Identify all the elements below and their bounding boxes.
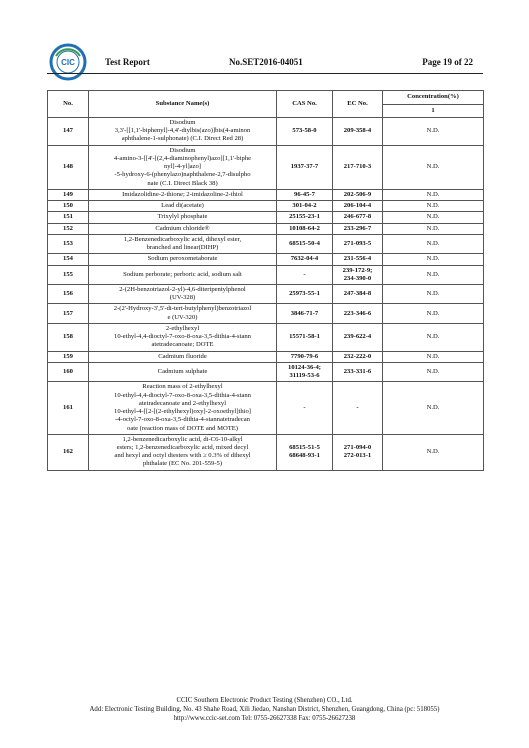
row-number: 153 [48, 234, 89, 253]
substance-name [89, 362, 277, 381]
substance-name-line: atetradecanoate and 2-ethylhexyl [138, 399, 227, 407]
header-divider [47, 73, 483, 74]
cas-number [277, 304, 333, 323]
report-number: No.SET2016-04051 [229, 57, 303, 67]
cas-number [277, 382, 333, 434]
cas-number [277, 212, 333, 223]
ec-number-line: 202-506-9 [343, 190, 372, 198]
ec-number-line: 209-358-4 [343, 127, 372, 135]
concentration-value: N.D. [383, 284, 484, 303]
substance-name [89, 323, 277, 351]
cas-number-line: 7632-04-4 [290, 255, 319, 263]
ec-number [333, 254, 383, 265]
row-number: 150 [48, 201, 89, 212]
table-row [48, 265, 484, 284]
table-row [48, 234, 484, 253]
ec-number-line: 231-556-4 [343, 255, 372, 263]
table-row [48, 118, 484, 146]
table-row [48, 145, 484, 189]
substance-name [89, 145, 277, 189]
substance-name [89, 234, 277, 253]
substance-name [89, 284, 277, 303]
substance-name [89, 265, 277, 284]
footer-address: Add: Electronic Testing Building, No. 43 Shahe Road, Xili Jiedao, Nanshan District, Shenzhen, Guangdong, China (pc: 518055) [89, 706, 440, 714]
ec-number-line: 217-710-3 [343, 163, 372, 171]
substance-name-line: 4-amino-3-[[4'-[(2,4-diaminophenyl)azo][1,1'-biphe [113, 154, 252, 162]
substance-name-line: esters; 1,2-benzenedicarboxylic acid, mixed decyl [116, 443, 249, 451]
header-concentration-sub: 1 [383, 104, 484, 118]
page-header [0, 0, 529, 80]
substance-name-line: (UV-328) [169, 294, 196, 302]
ec-number-line: 234-390-0 [343, 274, 372, 282]
substance-name-line: 1,2-benzenedicarboxylic acid, di-C6-10-alkyl [122, 435, 243, 443]
substance-name-line: 10-ethyl-4,4-dioctyl-7-oxo-8-oxa-3,5-dithia-4-stann [114, 391, 251, 399]
substance-name-line: phthalate (EC No. 201-559-5) [142, 460, 223, 468]
header-cas-no: CAS No. [277, 91, 333, 118]
cas-number [277, 223, 333, 234]
row-number: 148 [48, 145, 89, 189]
substance-name-line: branched and linear(DIHP) [146, 244, 219, 252]
page-number: Page 19 of 22 [422, 57, 473, 67]
row-number: 147 [48, 118, 89, 146]
concentration-value: N.D. [383, 234, 484, 253]
substance-name-line: aphthalene-1-sulphonate) (C.I. Direct Red 28) [121, 135, 244, 143]
ec-number-line: 246-677-8 [343, 213, 372, 221]
substance-name-line: 2-(2'-Hydroxy-3',5'-di-tert-butylphenyl)benzotriazol [113, 305, 252, 313]
cas-number [277, 351, 333, 362]
ec-number-line: 233-296-7 [343, 224, 372, 232]
row-number: 149 [48, 189, 89, 200]
substance-name [89, 189, 277, 200]
footer-contact: http://www.ccic-set.com Tel: 0755-26627338 Fax: 0755-26627238 [173, 715, 356, 723]
substance-name [89, 254, 277, 265]
ec-number [333, 284, 383, 303]
substance-name-line: Cadmium sulphate [157, 367, 208, 375]
cas-number [277, 362, 333, 381]
substance-name-line: Cadmium chloride® [155, 224, 210, 232]
substance-name-line: 10-ethyl-4-[[2-[(2-ethylhexyl)oxy]-2-oxoethyl]thio] [114, 408, 251, 416]
concentration-value: N.D. [383, 118, 484, 146]
ec-number-line: - [356, 403, 359, 411]
concentration-value: N.D. [383, 362, 484, 381]
substance-name [89, 201, 277, 212]
table-row [48, 351, 484, 362]
row-number: 157 [48, 304, 89, 323]
cas-number-line: 68648-93-1 [289, 452, 320, 460]
ec-number-line: 272-013-1 [343, 452, 372, 460]
substance-name-line: e (UV-320) [167, 313, 198, 321]
table-row [48, 189, 484, 200]
header-ec-no: EC No. [333, 91, 383, 118]
cas-number-line: 68515-50-4 [289, 239, 320, 247]
concentration-value: N.D. [383, 323, 484, 351]
cas-number [277, 189, 333, 200]
cas-number [277, 254, 333, 265]
concentration-value: N.D. [383, 254, 484, 265]
ec-number [333, 212, 383, 223]
ec-number-line: 232-222-0 [343, 352, 372, 360]
cas-number [277, 284, 333, 303]
substance-name [89, 212, 277, 223]
ec-number-line: 239-622-4 [343, 333, 372, 341]
cas-number-line: 68515-51-5 [289, 443, 320, 451]
header-no: No. [48, 91, 89, 118]
substance-name-line: nyl]-4-yl]azo] [164, 163, 201, 171]
concentration-value: N.D. [383, 145, 484, 189]
substance-name-line: Disodium [169, 146, 196, 154]
ec-number [333, 201, 383, 212]
ec-number [333, 323, 383, 351]
cas-number-line: 15571-58-1 [289, 333, 320, 341]
substance-name-line: 1,2-Benzenedicarboxylic acid, dihexyl ester, [123, 235, 242, 243]
row-number: 156 [48, 284, 89, 303]
cas-number-line: 7790-79-6 [290, 352, 319, 360]
row-number: 159 [48, 351, 89, 362]
substance-name-line: Sodium peroxometaborate [147, 255, 218, 263]
concentration-value: N.D. [383, 223, 484, 234]
concentration-value: N.D. [383, 351, 484, 362]
report-title: Test Report [105, 57, 150, 67]
substance-name-line: Disodium [169, 119, 196, 126]
table-row [48, 284, 484, 303]
concentration-value: N.D. [383, 434, 484, 470]
substance-name [89, 434, 277, 470]
substance-name [89, 304, 277, 323]
cas-number-line: 25973-55-1 [289, 290, 320, 298]
substance-name-line: 10-ethyl-4,4-dioctyl-7-oxo-8-oxa-3,5-dithia-4-stann [114, 333, 251, 341]
cas-number [277, 201, 333, 212]
row-number: 161 [48, 382, 89, 434]
substance-name-line: atetradecanoate; DOTE [151, 341, 214, 349]
footer-company: CCIC Southern Electronic Product Testing (Shenzhen) CO., Ltd. [176, 697, 353, 704]
row-number: 151 [48, 212, 89, 223]
header-substance-name: Substance Name(s) [89, 91, 277, 118]
substance-name-line: Lead di(acetate) [161, 202, 204, 210]
ec-number-line: 271-094-0 [343, 443, 372, 451]
row-number: 158 [48, 323, 89, 351]
ec-number [333, 265, 383, 284]
concentration-value: N.D. [383, 304, 484, 323]
substance-name [89, 223, 277, 234]
substance-name-line: Trixylyl phosphate [157, 213, 208, 221]
table-row [48, 201, 484, 212]
ec-number [333, 234, 383, 253]
table-row [48, 323, 484, 351]
row-number: 162 [48, 434, 89, 470]
cas-number-line: 31119-53-6 [289, 372, 320, 380]
ec-number [333, 382, 383, 434]
table-row [48, 223, 484, 234]
table-row [48, 212, 484, 223]
concentration-value: N.D. [383, 189, 484, 200]
ec-number [333, 434, 383, 470]
ec-number [333, 362, 383, 381]
cas-number [277, 118, 333, 146]
page-footer [0, 696, 529, 724]
substance-name-line: 2-ethylhexyl [165, 324, 200, 332]
ec-number [333, 118, 383, 146]
ec-number [333, 304, 383, 323]
ec-number [333, 189, 383, 200]
ccic-logo [48, 42, 88, 82]
substance-name-line: -5-hydroxy-6-(phenylazo)naphthalene-2,7-disulpho [114, 171, 251, 179]
cas-number [277, 434, 333, 470]
substance-name-line: Reaction mass of 2-ethylhexyl [142, 383, 223, 391]
substance-name [89, 351, 277, 362]
substance-name-line: -4-octyl-7-oxo-8-oxa-3,5-dithia-4-stannatetradecan [115, 416, 250, 424]
ec-number-line: 271-093-5 [343, 239, 372, 247]
substance-name-line: 2-(2H-benzotriazol-2-yl)-4,6-ditertpentylphenol [119, 285, 246, 293]
substance-name-line: oate (reaction mass of DOTE and MOTE) [127, 424, 238, 432]
ec-number-line: 239-172-9; [342, 266, 373, 274]
substance-name [89, 118, 277, 146]
cas-number-line: 25155-23-1 [289, 213, 320, 221]
concentration-value: N.D. [383, 382, 484, 434]
cas-number [277, 265, 333, 284]
cas-number-line: 301-04-2 [292, 202, 317, 210]
concentration-value: N.D. [383, 212, 484, 223]
cas-number-line: - [303, 270, 306, 278]
row-number: 154 [48, 254, 89, 265]
substance-name-line: nate (C.I. Direct Black 38) [147, 179, 218, 187]
ec-number [333, 145, 383, 189]
cas-number [277, 323, 333, 351]
cas-number-line: 573-58-0 [292, 127, 317, 135]
logo-text: CIC [61, 58, 75, 67]
ec-number [333, 351, 383, 362]
cas-number [277, 234, 333, 253]
table-body [48, 118, 484, 471]
ec-number-line: 223-346-6 [343, 309, 372, 317]
substance-name [89, 382, 277, 434]
concentration-value: N.D. [383, 201, 484, 212]
table-row [48, 362, 484, 381]
ec-number-line: 233-331-6 [343, 367, 372, 375]
header-concentration: Concentration(%) [383, 91, 484, 105]
cas-number-line: 10108-64-2 [289, 224, 320, 232]
table-row [48, 254, 484, 265]
substance-name-line: Sodium perborate; perboric acid, sodium salt [123, 270, 242, 278]
substance-name-line: Cadmium fluoride [158, 352, 207, 360]
cas-number-line: 3846-71-7 [290, 309, 319, 317]
substance-name-line: Imidazolidine-2-thione; 2-imidazoline-2-thiol [122, 190, 243, 198]
row-number: 152 [48, 223, 89, 234]
table-row [48, 382, 484, 434]
cas-number-line: - [303, 403, 306, 411]
table-row [48, 434, 484, 470]
row-number: 155 [48, 265, 89, 284]
substance-table [47, 90, 484, 471]
cas-number [277, 145, 333, 189]
row-number: 160 [48, 362, 89, 381]
ec-number-line: 247-384-8 [343, 290, 372, 298]
cas-number-line: 10124-36-4; [288, 363, 321, 371]
substance-name-line: 3,3'-[[1,1'-biphenyl]-4,4'-diylbis(azo)]bis(4-aminon [114, 127, 251, 135]
cas-number-line: 1937-37-7 [290, 163, 319, 171]
cas-number-line: 96-45-7 [294, 190, 315, 198]
ec-number [333, 223, 383, 234]
concentration-value: N.D. [383, 265, 484, 284]
table-row [48, 304, 484, 323]
substance-name-line: and hexyl and octyl diesters with ≥ 0.3% of dihexyl [114, 452, 251, 460]
ec-number-line: 206-104-4 [343, 202, 372, 210]
